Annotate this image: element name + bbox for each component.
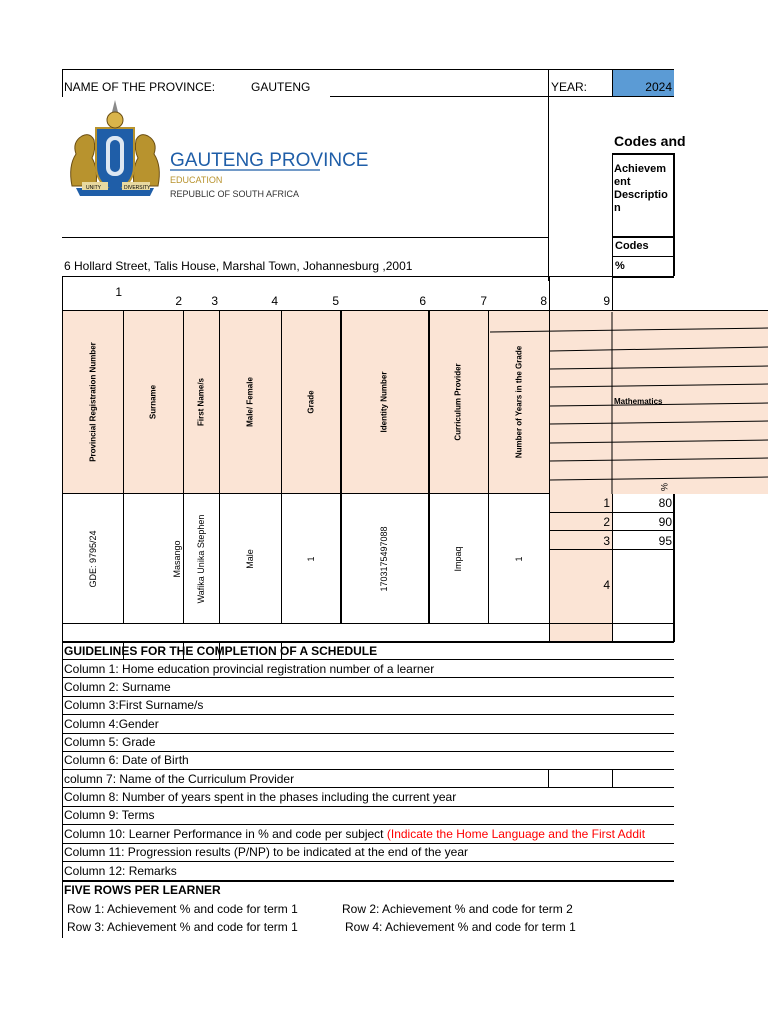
col-number-4: 4 [271, 294, 278, 308]
guideline-col-10-text: Column 10: Learner Performance in % and code per subject [64, 827, 387, 841]
col-number-6: 6 [419, 294, 426, 308]
coat-of-arms-icon [62, 96, 369, 206]
col-number-5: 5 [332, 294, 339, 308]
guideline-col-6: Column 6: Date of Birth [64, 753, 189, 767]
guide-line-8 [62, 806, 674, 807]
guide-col7-sep-2 [612, 769, 613, 787]
header-curriculum-provider: Curriculum Provider [453, 362, 463, 441]
guidelines-title: GUIDELINES FOR THE COMPLETION OF A SCHEDULE [64, 644, 378, 658]
guideline-col-12: Column 12: Remarks [64, 864, 177, 878]
codes-panel-mid [612, 236, 674, 238]
guideline-col-5: Column 5: Grade [64, 735, 156, 749]
guideline-col-4: Column 4:Gender [64, 717, 159, 731]
guideline-col-1: Column 1: Home education provincial registration number of a learner [64, 662, 435, 676]
guide-line-5 [62, 751, 674, 752]
term-4: 4 [603, 578, 610, 592]
header-first-names: First Name/s [196, 377, 206, 426]
term-row-line-1 [549, 512, 674, 513]
guide-line-1 [62, 677, 674, 678]
guide-line-0 [62, 659, 674, 660]
guideline-col-10 [64, 827, 674, 841]
learner-curriculum-provider: Impaq [453, 546, 463, 572]
header-grade: Grade [306, 389, 315, 414]
codes-title: Codes and [614, 133, 686, 149]
term-2: 2 [603, 515, 610, 529]
guideline-col-3: Column 3:First Surname/s [64, 698, 204, 712]
header-registration: Provincial Registration Number [88, 341, 97, 462]
guide-title-sep-4 [281, 642, 282, 659]
year-divider [548, 69, 549, 281]
header-identity-number: Identity Number [379, 371, 389, 432]
codes-panel-right [673, 153, 675, 276]
col-line-9-top [612, 276, 613, 310]
learner-block-bottom [62, 623, 674, 624]
learner-grade: 1 [305, 556, 316, 562]
year-value: 2024 [645, 80, 672, 94]
guideline-col-2: Column 2: Surname [64, 680, 171, 694]
logo-sub1: EDUCATION [170, 175, 223, 185]
learner-registration: GDE: 9795/24 [87, 530, 98, 588]
guideline-col-10-red: (Indicate the Home Language and the First Addit [386, 827, 646, 841]
province-value: GAUTENG [251, 80, 311, 94]
col-number-1: 1 [115, 285, 122, 299]
term-3-percent[interactable]: 95 [658, 534, 672, 548]
col-number-3: 3 [211, 294, 218, 308]
codes-label: Codes [615, 240, 649, 252]
term-row-line-2 [549, 530, 674, 531]
col-number-9: 9 [603, 294, 610, 308]
col-number-8: 8 [540, 294, 547, 308]
row4-note: Row 4: Achievement % and code for term 1 [345, 920, 576, 934]
year-underline [548, 96, 674, 97]
subject-name: Mathematics [614, 397, 663, 406]
learner-gender: Male [245, 549, 255, 569]
guide-title-sep-2 [183, 642, 184, 659]
codes-panel-left [612, 153, 613, 237]
guide-line-6 [62, 769, 674, 770]
achievement-description: Achievem ent Descriptio n [614, 163, 668, 214]
guideline-col-11: Column 11: Progression results (P/NP) to be indicated at the end of the year [64, 845, 468, 859]
guide-title-sep-1 [123, 642, 124, 659]
learner-identity-number: 1703175497088 [379, 526, 389, 592]
term-3: 3 [603, 534, 610, 548]
term-2-percent[interactable]: 90 [658, 515, 672, 529]
guide-col7-sep [548, 769, 549, 787]
guide-line-3 [62, 714, 674, 715]
learner-surname: Masango [172, 540, 182, 578]
address-top-line [62, 237, 548, 238]
year-cell[interactable] [613, 70, 674, 96]
logo-sub2: REPUBLIC OF SOUTH AFRICA [170, 189, 300, 199]
year-cell-border [612, 69, 613, 97]
guide-line-4 [62, 733, 674, 734]
province-label: NAME OF THE PROVINCE: [64, 80, 216, 94]
header-years-in-grade: Number of Years in the Grade [514, 345, 523, 458]
address: 6 Hollard Street, Talis House, Marshal Town, Johannesburg ,2001 [64, 259, 413, 273]
guide-line-7 [62, 787, 674, 788]
learner-first-names: Wafika Unika Stephen [196, 514, 206, 604]
guide-line-2 [62, 696, 674, 697]
numbers-row-top [62, 276, 612, 277]
guide-line-10 [62, 843, 674, 844]
guide-line-11 [62, 861, 674, 862]
motto-left: UNITY [86, 185, 101, 191]
guide-line-9 [62, 824, 674, 825]
guide-title-sep-3 [219, 642, 220, 659]
motto-right: DIVERSITY [124, 185, 151, 191]
guideline-col-9: Column 9: Terms [64, 808, 155, 822]
percent-label: % [615, 260, 625, 272]
subject-percent-symbol: % [659, 482, 670, 492]
term-1: 1 [603, 496, 610, 510]
five-rows-title: FIVE ROWS PER LEARNER [64, 883, 221, 897]
left-border-top [62, 69, 63, 97]
header-surname: Surname [148, 384, 158, 419]
row3-note: Row 3: Achievement % and code for term 1 [67, 920, 298, 934]
codes-row-line [612, 256, 674, 257]
guide-line-12 [62, 880, 674, 882]
row2-note: Row 2: Achievement % and code for term 2 [342, 902, 573, 916]
col-number-7: 7 [480, 294, 487, 308]
row1-note: Row 1: Achievement % and code for term 1 [67, 902, 298, 916]
header-gender: Male/ Female [245, 376, 255, 427]
term-1-percent[interactable]: 80 [658, 496, 672, 510]
logo-title: GAUTENG PROVINCE [170, 150, 369, 171]
gauteng-logo [62, 96, 369, 206]
guideline-col-8: Column 8: Number of years spent in the phases including the current year [64, 790, 457, 804]
percent-col-right [673, 494, 675, 642]
guide-left-border [62, 642, 63, 938]
spacer-row-bottom [62, 641, 674, 643]
codes-panel-top [612, 153, 674, 155]
codes-panel-bottom [612, 276, 674, 278]
learner-years-in-grade: 1 [513, 556, 524, 562]
year-label: YEAR: [551, 80, 588, 94]
term-row-line-3 [549, 549, 674, 550]
top-border [62, 69, 674, 70]
col-number-2: 2 [175, 294, 182, 308]
guideline-col-7: column 7: Name of the Curriculum Provider [64, 772, 295, 786]
province-underline [330, 96, 548, 97]
